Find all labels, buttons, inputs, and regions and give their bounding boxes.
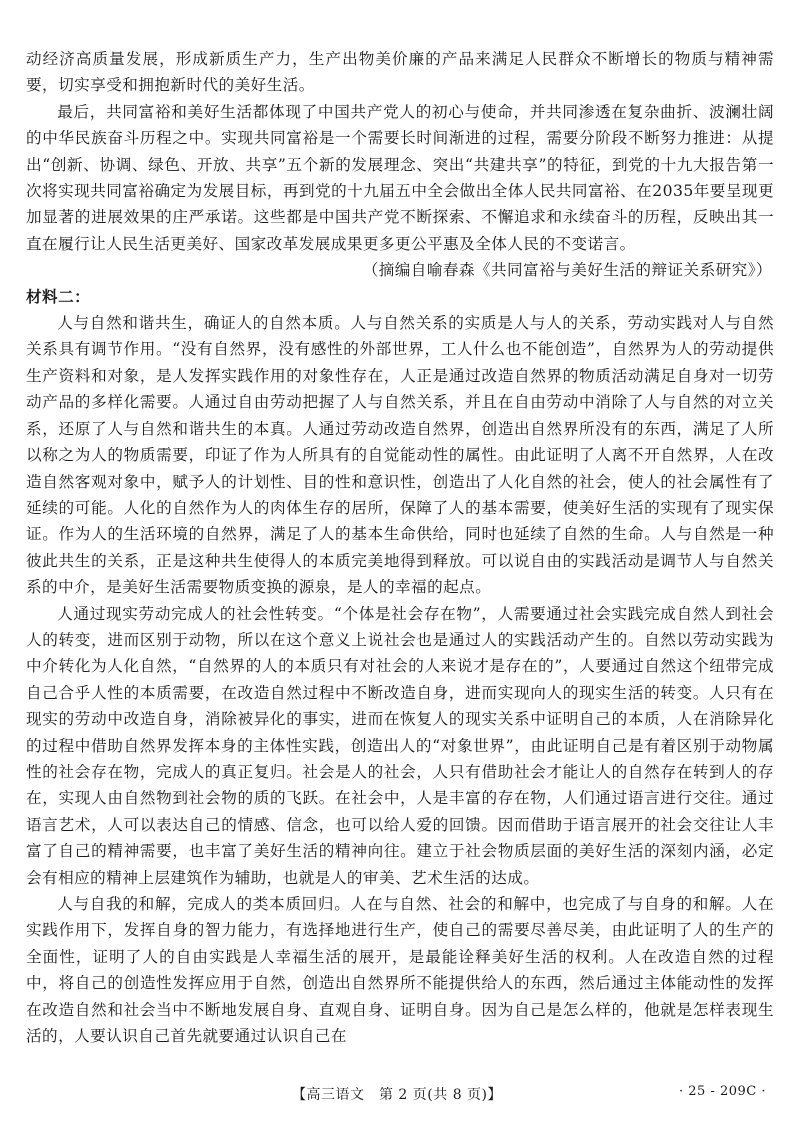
paragraph-human-nature: 人与自然和谐共生，确证人的自然本质。人与自然关系的实质是人与人的关系，劳动实践对人与自然关系具有调节作用。“没有自然界，没有感性的外部世界，工人什么也不能创造”，自然界为人的劳动提供生产资料和对象，是人发挥实践作用的对象性存在，人正是通过改造自然界的物质活动满足自身对一切劳动产品的多样化需要。人通过自由劳动把握了人与自然关系，并且在自由劳动中消除了人与自然的对立关系，还原了人与自然和谐共生的本真。人通过劳动改造自然界，创造出自然界所没有的东西，满足了人所以称之为人的物质需要，印证了作为人所具有的自觉能动性的属性。由此证明了人离不开自然界，人在改造自然客观对象中，赋予人的计划性、目的性和意识性，创造出了人化自然的社会，使人的社会属性有了延续的可能。人化的自然作为人的肉体生存的居所，保障了人的基本需要，使美好生活的实现有了现实保证。作为人的生活环境的自然界，满足了人的基本生命供给，同时也延续了自然的生命。人与自然是一种彼此共生的关系，正是这种共生使得人的本质完美地得到释放。可以说自由的实践活动是调节人与自然关系的中介，是美好生活需要物质变换的源泉，是人的幸福的起点。 — [26, 314, 774, 597]
article-body — [26, 46, 774, 1049]
paragraph-common-prosperity: 最后，共同富裕和美好生活都体现了中国共产党人的初心与使命，并共同渗透在复杂曲折、波澜壮阔的中华民族奋斗历程之中。实现共同富裕是一个需要长时间渐进的过程，需要分阶段不断努力推进：从提出“创新、协调、绿色、开放、共享”五个新的发展理念、突出“共建共享”的特征，到党的十九大报告第一次将实现共同富裕确定为发展目标，再到党的十九届五中全会做出全体人民共同富裕、在2035年要呈现更加显著的进展效果的庄严承诺。这些都是中国共产党不断探索、不懈追求和永续奋斗的历程，反映出其一直在履行让人民生活更美好、国家改革发展成果更多更公平惠及全体人民的不变诺言。 — [26, 102, 774, 253]
paragraph-social-labor: 人通过现实劳动完成人的社会性转变。“个体是社会存在物”，人需要通过社会实践完成自然人到社会人的转变，进而区别于动物，所以在这个意义上说社会也是通过人的实践活动产生的。自然以劳动实践为中介转化为人化自然，“自然界的人的本质只有对社会的人来说才是存在的”，人要通过自然这个纽带完成自己合乎人性的本质需要，在改造自然过程中不断改造自身，进而实现向人的现实生活的转变。人只有在现实的劳动中改造自身，消除被异化的事实，进而在恢复人的现实关系中证明自己的本质，人在消除异化的过程中借助自然界发挥本身的主体性实践，创造出人的“对象世界”，由此证明自己是有着区别于动物属性的社会存在物，完成人的真正复归。社会是人的社会，人只有借助社会才能让人的自然存在转到人的存在，实现人由自然物到社会物的质的飞跃。在社会中，人是丰富的存在物，人们通过语言进行交往。通过语言艺术，人可以表达自己的情感、信念，也可以给人爱的回馈。因而借助于语言展开的社会交往让人丰富了自己的精神需要，也丰富了美好生活的精神向往。建立于社会物质层面的美好生活的深刻内涵，必定会有相应的精神上层建筑作为辅助，也就是人的审美、艺术生活的达成。 — [26, 604, 774, 887]
paragraph-continued: 动经济高质量发展，形成新质生产力，生产出物美价廉的产品来满足人民群众不断增长的物质与精神需要，切实享受和拥抱新时代的美好生活。 — [26, 50, 774, 95]
paragraph-self-reconciliation: 人与自我的和解，完成人的类本质回归。人在与自然、社会的和解中，也完成了与自身的和解。人在实践作用下，发挥自身的智力能力，有选择地进行生产，使自己的需要尽善尽美，由此证明了人的生产的全面性，证明了人的自由实践是人幸福生活的展开，是最能诠释美好生活的权利。人在改造自然的过程中，将自己的创造性发挥应用于自然，创造出自然界所不能提供给人的东西，然后通过主体能动性的发挥在改造自然和社会当中不断地发展自身、直观自身、证明自身。因为自己是怎么样的，他就是怎样表现生活的，人要认识自己首先就要通过认识自己在 — [26, 895, 774, 1046]
material-2-heading: 材料二： — [26, 286, 91, 306]
source-citation: （摘编自喻春森《共同富裕与美好生活的辩证关系研究》） — [362, 261, 772, 280]
exam-code: · 25 - 209C · — [679, 1084, 766, 1099]
page-footer-label: 【高三语文 第 2 页(共 8 页)】 — [291, 1087, 503, 1103]
